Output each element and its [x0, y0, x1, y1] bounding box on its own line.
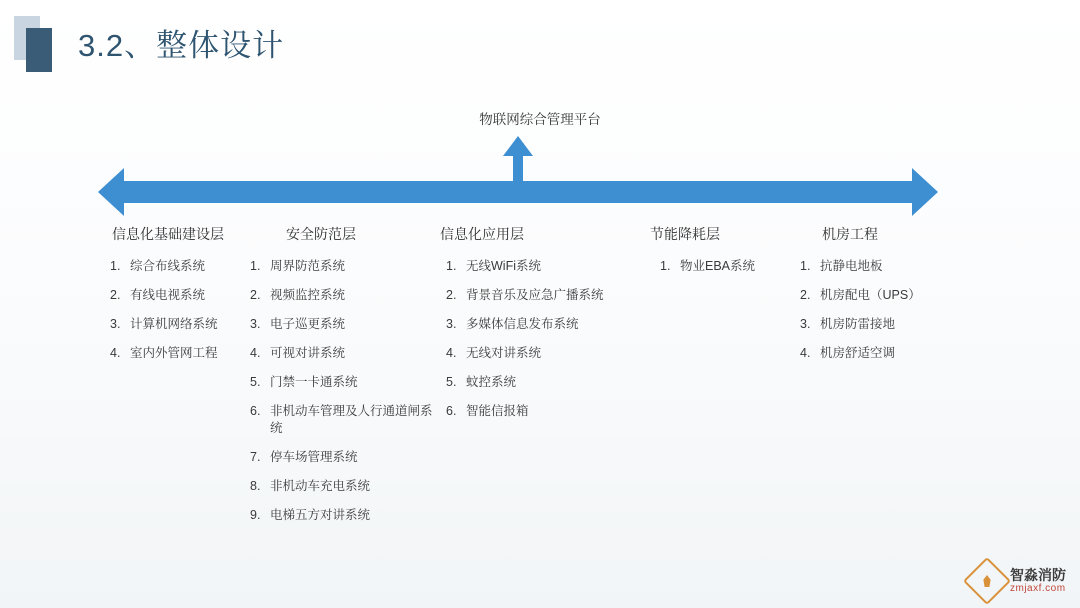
- item-number: 6.: [446, 404, 457, 418]
- item-label: 非机动车充电系统: [270, 479, 371, 493]
- item-label: 可视对讲系统: [270, 346, 346, 360]
- item-number: 1.: [446, 259, 457, 273]
- column-heading: 信息化应用层: [440, 226, 524, 242]
- column-heading: 节能降耗层: [650, 226, 720, 242]
- flame-icon: [981, 575, 993, 587]
- column-heading: 信息化基础建设层: [112, 226, 224, 242]
- layer-column-application: [440, 224, 645, 432]
- item-number: 2.: [446, 288, 457, 302]
- title-decoration: [14, 16, 54, 68]
- list-item: [660, 258, 800, 275]
- layer-column-infrastructure: [110, 224, 260, 374]
- layer-column-security: [250, 224, 435, 536]
- column-item-list: [800, 258, 970, 362]
- item-label: 周界防范系统: [270, 259, 346, 273]
- item-number: 8.: [250, 479, 261, 493]
- item-number: 9.: [250, 508, 261, 522]
- item-number: 2.: [250, 288, 261, 302]
- item-number: 4.: [446, 346, 457, 360]
- item-label: 多媒体信息发布系统: [466, 317, 579, 331]
- item-number: 5.: [446, 375, 457, 389]
- arrow-bar: [122, 181, 914, 203]
- column-item-list: [250, 258, 435, 524]
- column-heading: 机房工程: [822, 226, 878, 242]
- item-label: 机房防雷接地: [820, 317, 896, 331]
- item-label: 机房配电（UPS）: [820, 288, 921, 302]
- flame-badge-icon: [963, 557, 1011, 605]
- item-label: 计算机网络系统: [130, 317, 218, 331]
- item-number: 3.: [800, 317, 811, 331]
- horizontal-double-arrow-icon: [98, 168, 938, 216]
- layer-column-machine-room: [800, 224, 970, 374]
- list-item: [800, 316, 970, 333]
- column-item-list: [660, 258, 800, 275]
- watermark: [970, 564, 1066, 598]
- item-number: 4.: [800, 346, 811, 360]
- list-item: [446, 287, 645, 304]
- arrow-head-left: [98, 168, 124, 216]
- item-label: 抗静电地板: [820, 259, 883, 273]
- item-label: 门禁一卡通系统: [270, 375, 358, 389]
- item-label: 综合布线系统: [130, 259, 206, 273]
- item-label: 视频监控系统: [270, 288, 346, 302]
- item-label: 非机动车管理及人行通道闸系统: [270, 404, 433, 435]
- item-number: 6.: [250, 404, 261, 418]
- list-item: [446, 316, 645, 333]
- list-item: [110, 287, 260, 304]
- list-item: [446, 345, 645, 362]
- item-label: 无线WiFi系统: [466, 259, 541, 273]
- layer-column-energy-saving: [650, 224, 800, 287]
- list-item: [110, 316, 260, 333]
- item-number: 3.: [250, 317, 261, 331]
- item-label: 机房舒适空调: [820, 346, 896, 360]
- item-label: 有线电视系统: [130, 288, 206, 302]
- list-item: [250, 258, 435, 275]
- list-item: [250, 345, 435, 362]
- layer-columns: [0, 224, 1080, 554]
- item-number: 1.: [800, 259, 811, 273]
- item-label: 智能信报箱: [466, 404, 529, 418]
- item-label: 物业EBA系统: [680, 259, 756, 273]
- item-label: 背景音乐及应急广播系统: [466, 288, 604, 302]
- list-item: [446, 374, 645, 391]
- platform-label: 物联网综合管理平台: [479, 112, 601, 127]
- item-label: 停车场管理系统: [270, 450, 358, 464]
- list-item: [250, 449, 435, 466]
- item-number: 2.: [110, 288, 121, 302]
- item-number: 4.: [250, 346, 261, 360]
- list-item: [446, 403, 645, 420]
- column-heading: 安全防范层: [286, 226, 356, 242]
- title-square-front: [26, 28, 52, 72]
- list-item: [250, 316, 435, 333]
- item-label: 无线对讲系统: [466, 346, 542, 360]
- watermark-url: zmjaxf.com: [1010, 583, 1066, 595]
- list-item: [250, 287, 435, 304]
- item-number: 5.: [250, 375, 261, 389]
- list-item: [110, 258, 260, 275]
- list-item: [250, 374, 435, 391]
- list-item: [110, 345, 260, 362]
- item-number: 1.: [660, 259, 671, 273]
- item-number: 3.: [446, 317, 457, 331]
- item-number: 2.: [800, 288, 811, 302]
- item-label: 电梯五方对讲系统: [270, 508, 371, 522]
- item-number: 3.: [110, 317, 121, 331]
- list-item: [800, 258, 970, 275]
- item-label: 室内外管网工程: [130, 346, 218, 360]
- item-number: 7.: [250, 450, 261, 464]
- item-number: 4.: [110, 346, 121, 360]
- list-item: [446, 258, 645, 275]
- arrow-head-right: [912, 168, 938, 216]
- column-item-list: [446, 258, 645, 420]
- page-title: 3.2、整体设计: [78, 28, 285, 63]
- item-label: 电子巡更系统: [270, 317, 346, 331]
- list-item: [800, 287, 970, 304]
- item-label: 蚊控系统: [466, 375, 517, 389]
- list-item: [250, 507, 435, 524]
- list-item: [800, 345, 970, 362]
- item-number: 1.: [110, 259, 121, 273]
- watermark-name: 智淼消防: [1010, 566, 1066, 583]
- watermark-text: [1010, 568, 1066, 594]
- list-item: [250, 403, 435, 437]
- list-item: [250, 478, 435, 495]
- column-item-list: [110, 258, 260, 362]
- item-number: 1.: [250, 259, 261, 273]
